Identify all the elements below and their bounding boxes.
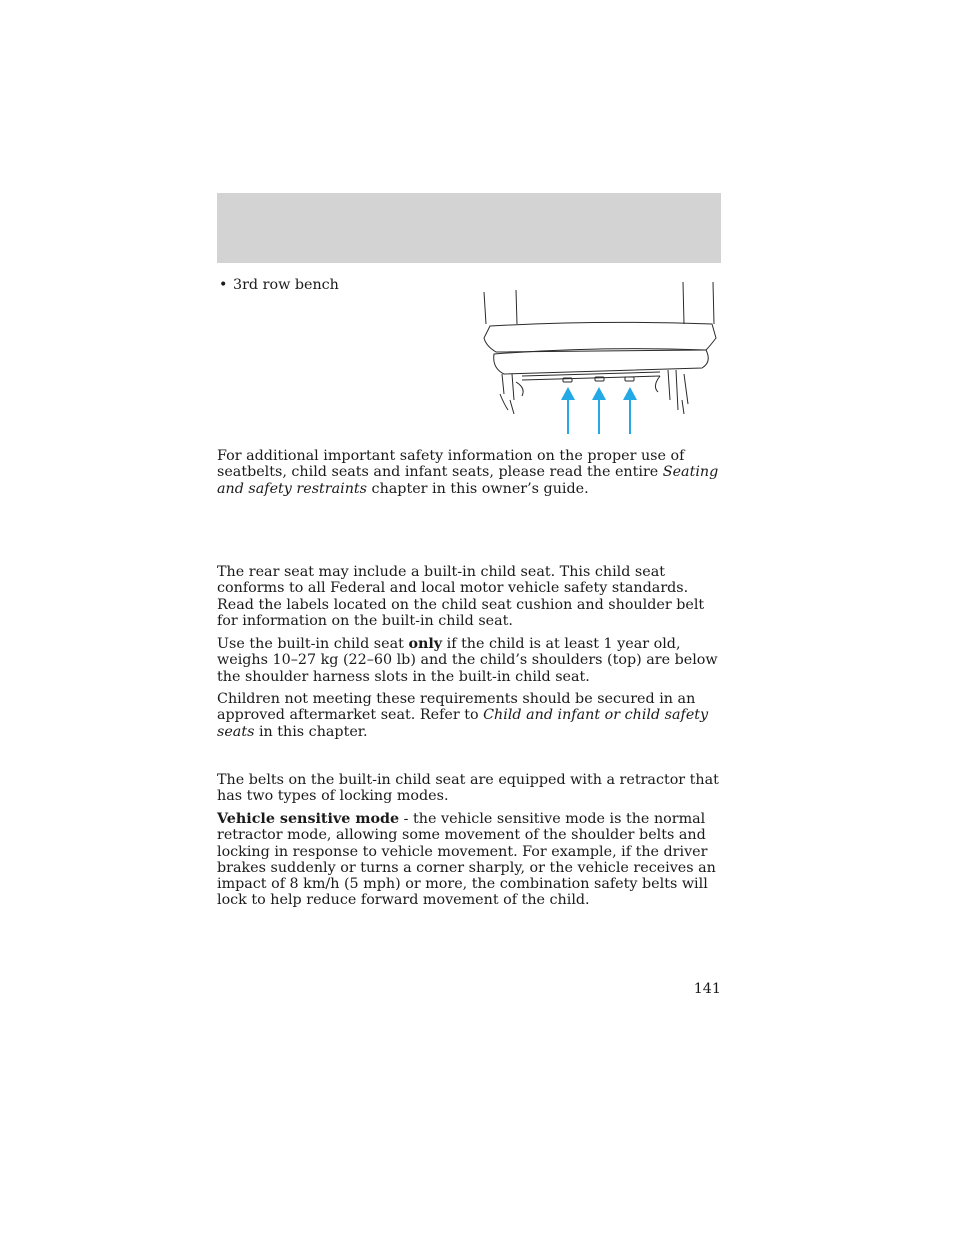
seat-left-leg (500, 374, 523, 414)
bullet-item (219, 277, 339, 294)
p2-text-end: if the child is at least 1 year old, weighs 10–27 kg (22–60 lb) and the child’s shoulders (top) are below the shoulder harness slots in the built-in child seat. (217, 636, 718, 685)
arrow-head-2 (592, 387, 606, 400)
seat-back-outline (484, 282, 714, 324)
vehicle-sensitive-mode-text: - the vehicle sensitive mode is the normal retractor mode, allowing some movement of the shoulder belts and locking in response to vehicle movement. For example, if the driver brakes suddenly or turns a corner sharply, or the vehicle receives an impact of 8 km/h (5 mph) or more, the combination safety belts will lock to help reduce forward movement of the child. (217, 811, 716, 909)
safety-info-text-end: chapter in this owner’s guide. (367, 480, 589, 497)
seat-right-leg (655, 370, 688, 414)
p2-text: Use the built-in child seat (217, 636, 409, 652)
arrow-head-1 (561, 387, 575, 400)
vehicle-sensitive-mode-paragraph (217, 811, 723, 909)
built-in-seat-paragraph-3 (217, 691, 723, 740)
p3-text-end: in this chapter. (254, 723, 368, 740)
built-in-seat-paragraph-2 (217, 636, 723, 685)
page-number: 141 (693, 981, 721, 997)
p2-emphasis: only (408, 636, 443, 652)
safety-info-paragraph (217, 448, 723, 497)
bullet-text: 3rd row bench (233, 277, 339, 293)
safety-info-text: For additional important safety information on the proper use of seatbelts, child seats and infant seats, please read the entire (217, 448, 685, 481)
seat-anchor-arrows-illustration (480, 282, 722, 436)
arrow-head-3 (623, 387, 637, 400)
vehicle-sensitive-mode-term: Vehicle sensitive mode (217, 811, 400, 827)
built-in-seat-paragraph-1: The rear seat may include a built-in child seat. This child seat conforms to all Federal and local motor vehicle safety standards. Read the labels located on the child seat cushion and shoulder belt for information on the built-in child seat. (217, 564, 705, 629)
bullet-dot: • (219, 277, 228, 293)
p3-chapter-ref: Child and infant or child safety seats (217, 707, 709, 740)
anchor-slot-3 (625, 377, 634, 381)
safety-info-chapter-ref: Seating and safety restraints (217, 464, 719, 497)
seat-cushion-outline (484, 322, 716, 352)
belts-paragraph-1: The belts on the built-in child seat are equipped with a retractor that has two types of locking modes. (217, 772, 719, 805)
section-header-band (217, 193, 721, 263)
p3-text: Children not meeting these requirements should be secured in an approved aftermarket seat. Refer to (217, 691, 696, 724)
